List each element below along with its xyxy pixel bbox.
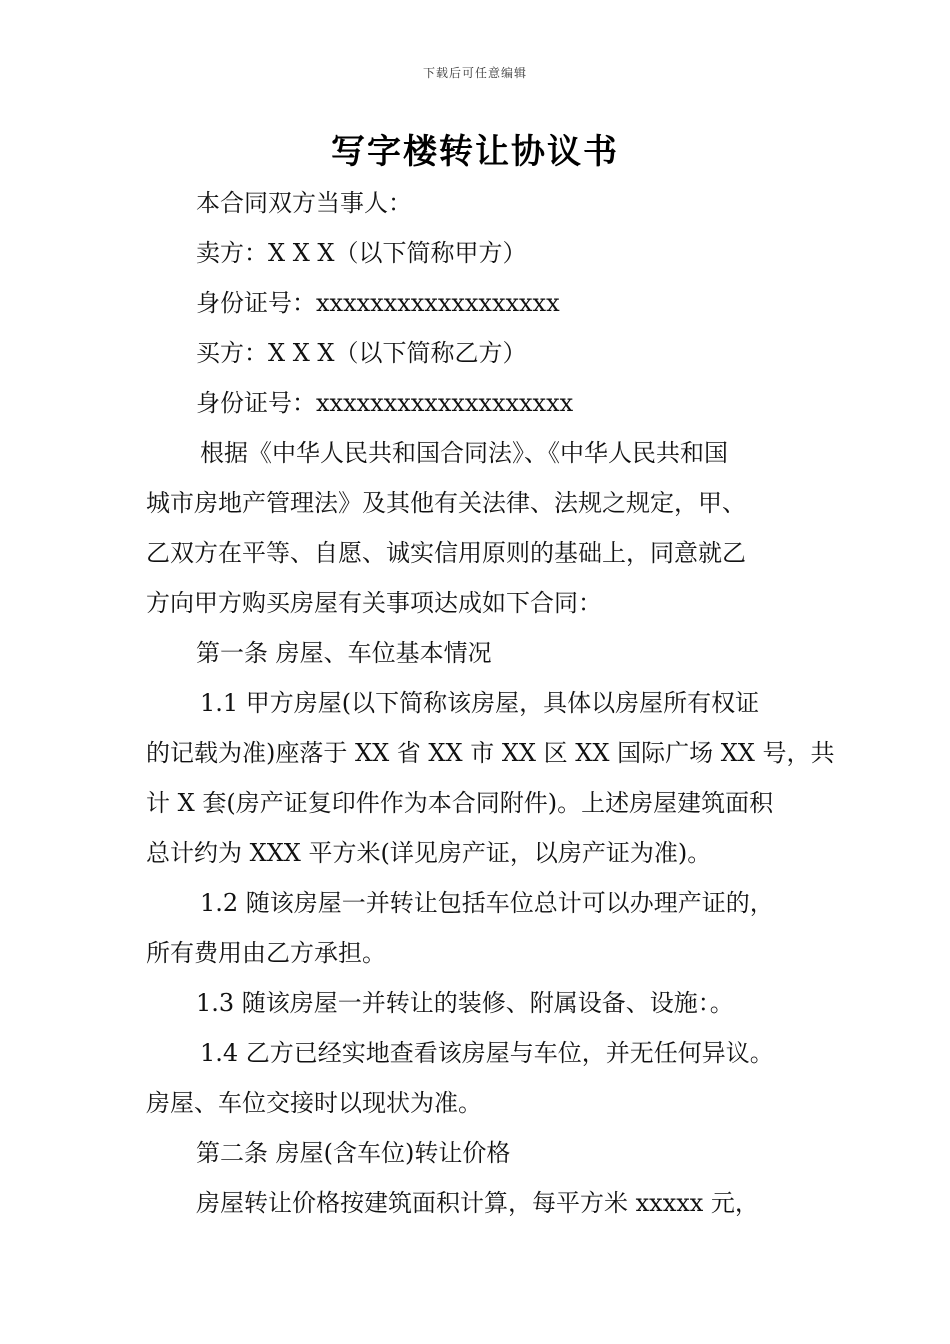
paragraph-line: 身份证号：xxxxxxxxxxxxxxxxxxx [196, 389, 574, 417]
paragraph-line: 计 X 套(房产证复印件作为本合同附件)。上述房屋建筑面积 [146, 789, 774, 817]
document-body [146, 178, 836, 1228]
paragraph-line: 1.4 乙方已经实地查看该房屋与车位，并无任何异议。 [200, 1039, 774, 1067]
paragraph-line: 城市房地产管理法》及其他有关法律、法规之规定，甲、 [146, 489, 746, 517]
paragraph-line: 所有费用由乙方承担。 [146, 939, 386, 967]
section-heading: 第一条 房屋、车位基本情况 [196, 639, 492, 667]
paragraph-line: 根据《中华人民共和国合同法》、《中华人民共和国 [200, 439, 728, 467]
paragraph-line: 房屋、车位交接时以现状为准。 [146, 1089, 482, 1117]
paragraph-line: 方向甲方购买房屋有关事项达成如下合同： [146, 589, 602, 617]
document-title: 写字楼转让协议书 [331, 132, 619, 172]
paragraph-line: 1.1 甲方房屋(以下简称该房屋，具体以房屋所有权证 [200, 689, 760, 717]
paragraph-line: 房屋转让价格按建筑面积计算，每平方米 xxxxx 元， [196, 1189, 759, 1217]
paragraph-line: 身份证号：xxxxxxxxxxxxxxxxxx [196, 289, 560, 317]
paragraph-line: 的记载为准)座落于 XX 省 XX 市 XX 区 XX 国际广场 XX 号，共 [146, 739, 835, 767]
paragraph-line: 买方：X X X（以下简称乙方） [196, 339, 527, 367]
paragraph-line: 总计约为 XXX 平方米(详见房产证，以房产证为准)。 [146, 839, 712, 867]
header-note: 下载后可任意编辑 [422, 66, 527, 80]
paragraph-line: 1.3 随该房屋一并转让的装修、附属设备、设施：。 [196, 989, 734, 1017]
paragraph-line: 本合同双方当事人： [196, 189, 412, 217]
paragraph-line: 卖方：X X X（以下简称甲方） [196, 239, 527, 267]
paragraph-line: 1.2 随该房屋一并转让包括车位总计可以办理产证的， [200, 889, 774, 917]
section-heading: 第二条 房屋(含车位)转让价格 [196, 1139, 511, 1167]
paragraph-line: 乙双方在平等、自愿、诚实信用原则的基础上，同意就乙 [146, 539, 746, 567]
